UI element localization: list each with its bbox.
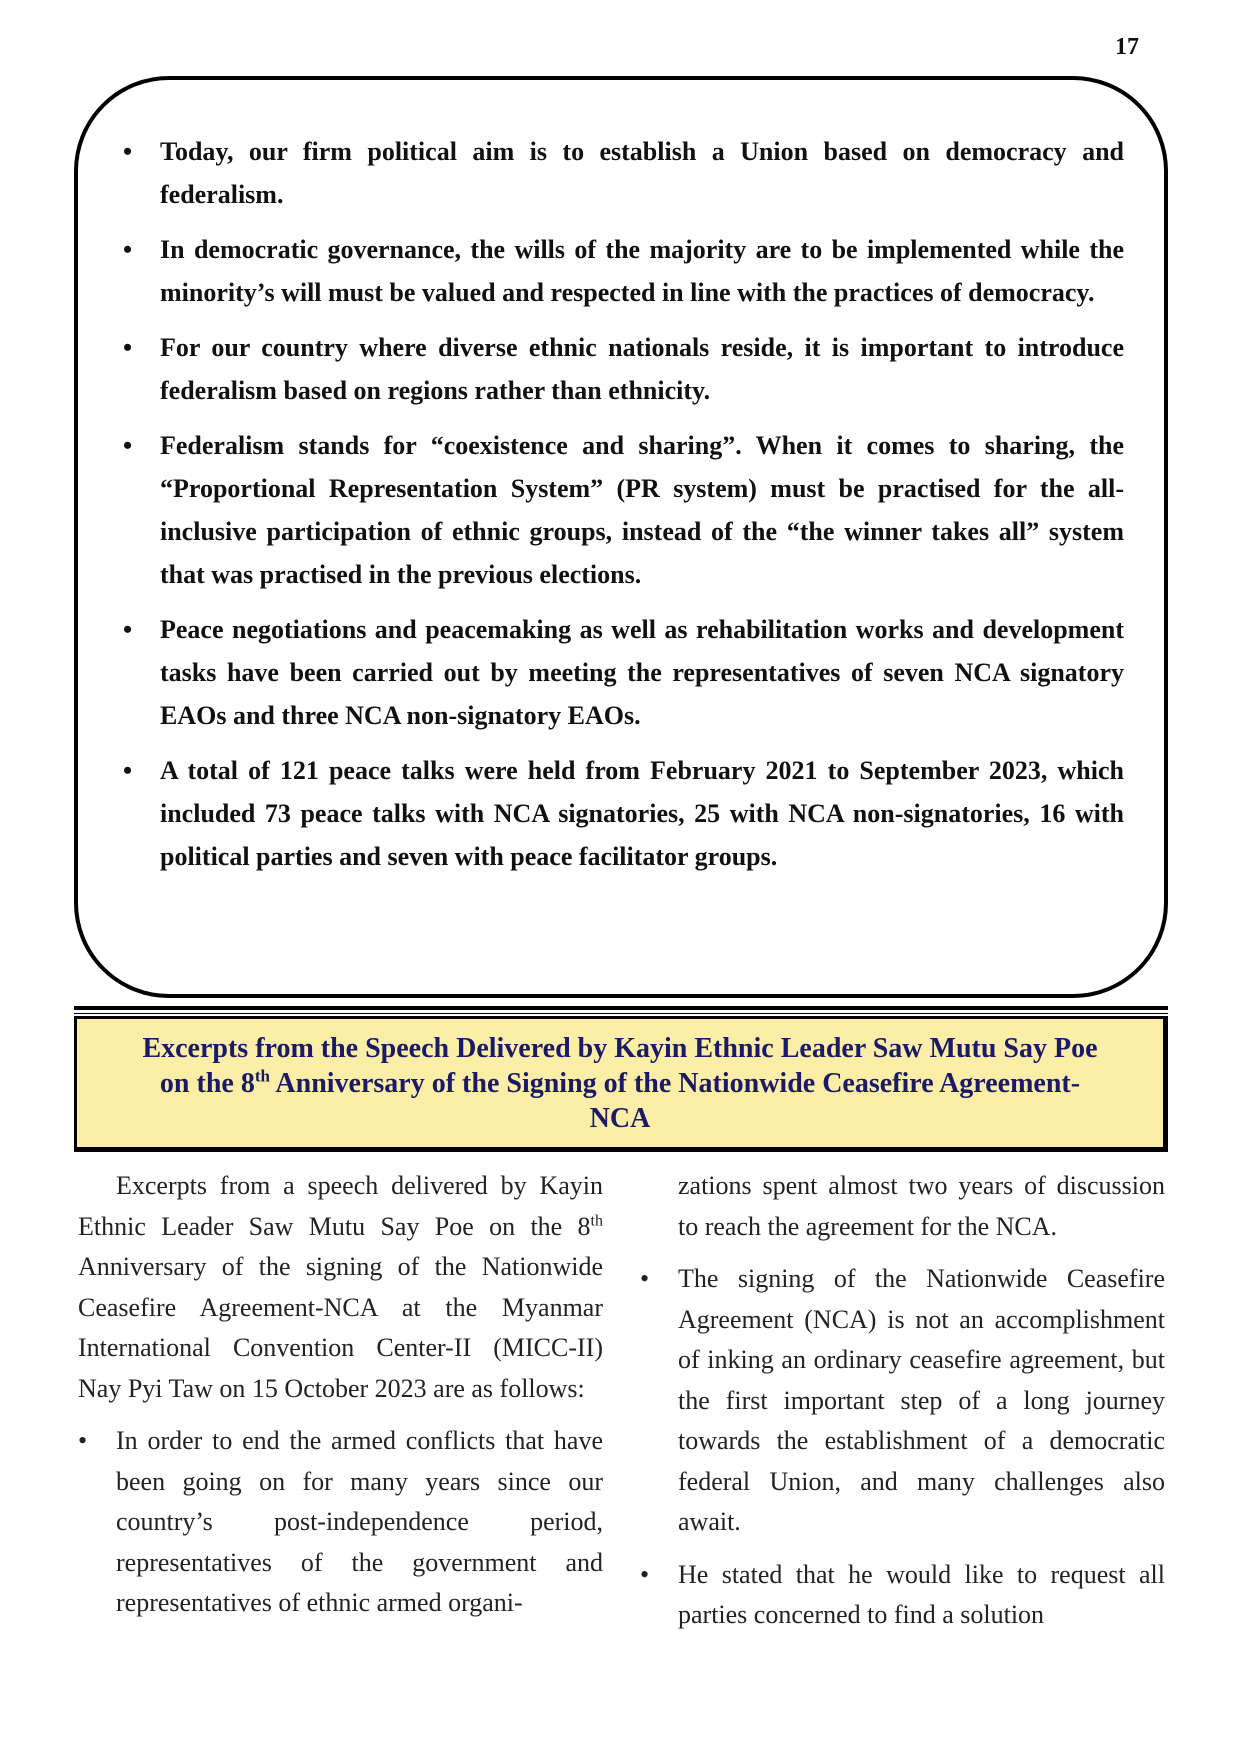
intro-text-start: Excerpts from a speech delivered by Kayin Ethnic Leader Saw Mutu Say Poe on the 8	[78, 1171, 603, 1241]
key-points-box	[74, 76, 1168, 998]
intro-text-end: Anniversary of the signing of the Nationwide Ceasefire Agreement-NCA at the Myanmar International Convention Center-II (MICC-II) Nay Pyi Taw on 15 October 2023 are as follows:	[78, 1252, 603, 1403]
key-points-list	[78, 130, 1164, 890]
speech-points-list	[78, 1421, 603, 1624]
section-divider	[74, 1006, 1168, 1014]
key-point: • A total of 121 peace talks were held from February 2021 to September 2023, which included 73 peace talks with NCA signatories, 25 with NCA non-signatories, 16 with political parties and seven with peace facilitator groups.	[78, 749, 1164, 878]
title-line-3: NCA	[589, 1102, 651, 1134]
key-point: • In democratic governance, the wills of the majority are to be implemented while the minority’s will must be valued and respected in line with the practices of democracy.	[78, 228, 1164, 314]
speech-point: • The signing of the Nationwide Ceasefire Agreement (NCA) is not an accomplishment of inking an ordinary ceasefire agreement, but the first important step of a long journey towards the establishment of a democratic federal Union, and many challenges also await.	[640, 1259, 1165, 1543]
right-column	[640, 1166, 1165, 1636]
speech-point: • In order to end the armed conflicts that have been going on for many years since our country’s post-independence period, representatives of the government and representatives of ethnic armed organi-	[78, 1421, 603, 1624]
key-point: • Federalism stands for “coexistence and sharing”. When it comes to sharing, the “Proportional Representation System” (PR system) must be practised for the all-inclusive participation of ethnic groups, instead of the “the winner takes all” system that was practised in the previous elections.	[78, 424, 1164, 596]
title-line-1: Excerpts from the Speech Delivered by Kayin Ethnic Leader Saw Mutu Say Poe	[142, 1032, 1098, 1064]
page-number: 17	[1115, 34, 1139, 60]
section-banner	[74, 1016, 1168, 1152]
key-point: • Today, our firm political aim is to establish a Union based on democracy and federalism.	[78, 130, 1164, 216]
intro-ordinal-suffix: th	[590, 1211, 603, 1229]
speech-point: • He stated that he would like to request all parties concerned to find a solution	[640, 1555, 1165, 1636]
key-point: • For our country where diverse ethnic nationals reside, it is important to introduce federalism based on regions rather than ethnicity.	[78, 326, 1164, 412]
title-line-2-end: Anniversary of the Signing of the Nationwide Ceasefire Agreement-	[269, 1067, 1081, 1099]
title-line-2-start: on the 8	[159, 1067, 255, 1099]
speech-points-list-continued	[640, 1259, 1165, 1636]
intro-paragraph	[78, 1166, 603, 1409]
key-point: • Peace negotiations and peacemaking as well as rehabilitation works and development tasks have been carried out by meeting the representatives of seven NCA signatory EAOs and three NCA non-signatory EAOs.	[78, 608, 1164, 737]
section-title	[142, 1031, 1097, 1136]
speech-point-continuation: zations spent almost two years of discussion to reach the agreement for the NCA.	[678, 1171, 1165, 1241]
title-ordinal-suffix: th	[254, 1066, 270, 1086]
left-column	[78, 1166, 603, 1624]
